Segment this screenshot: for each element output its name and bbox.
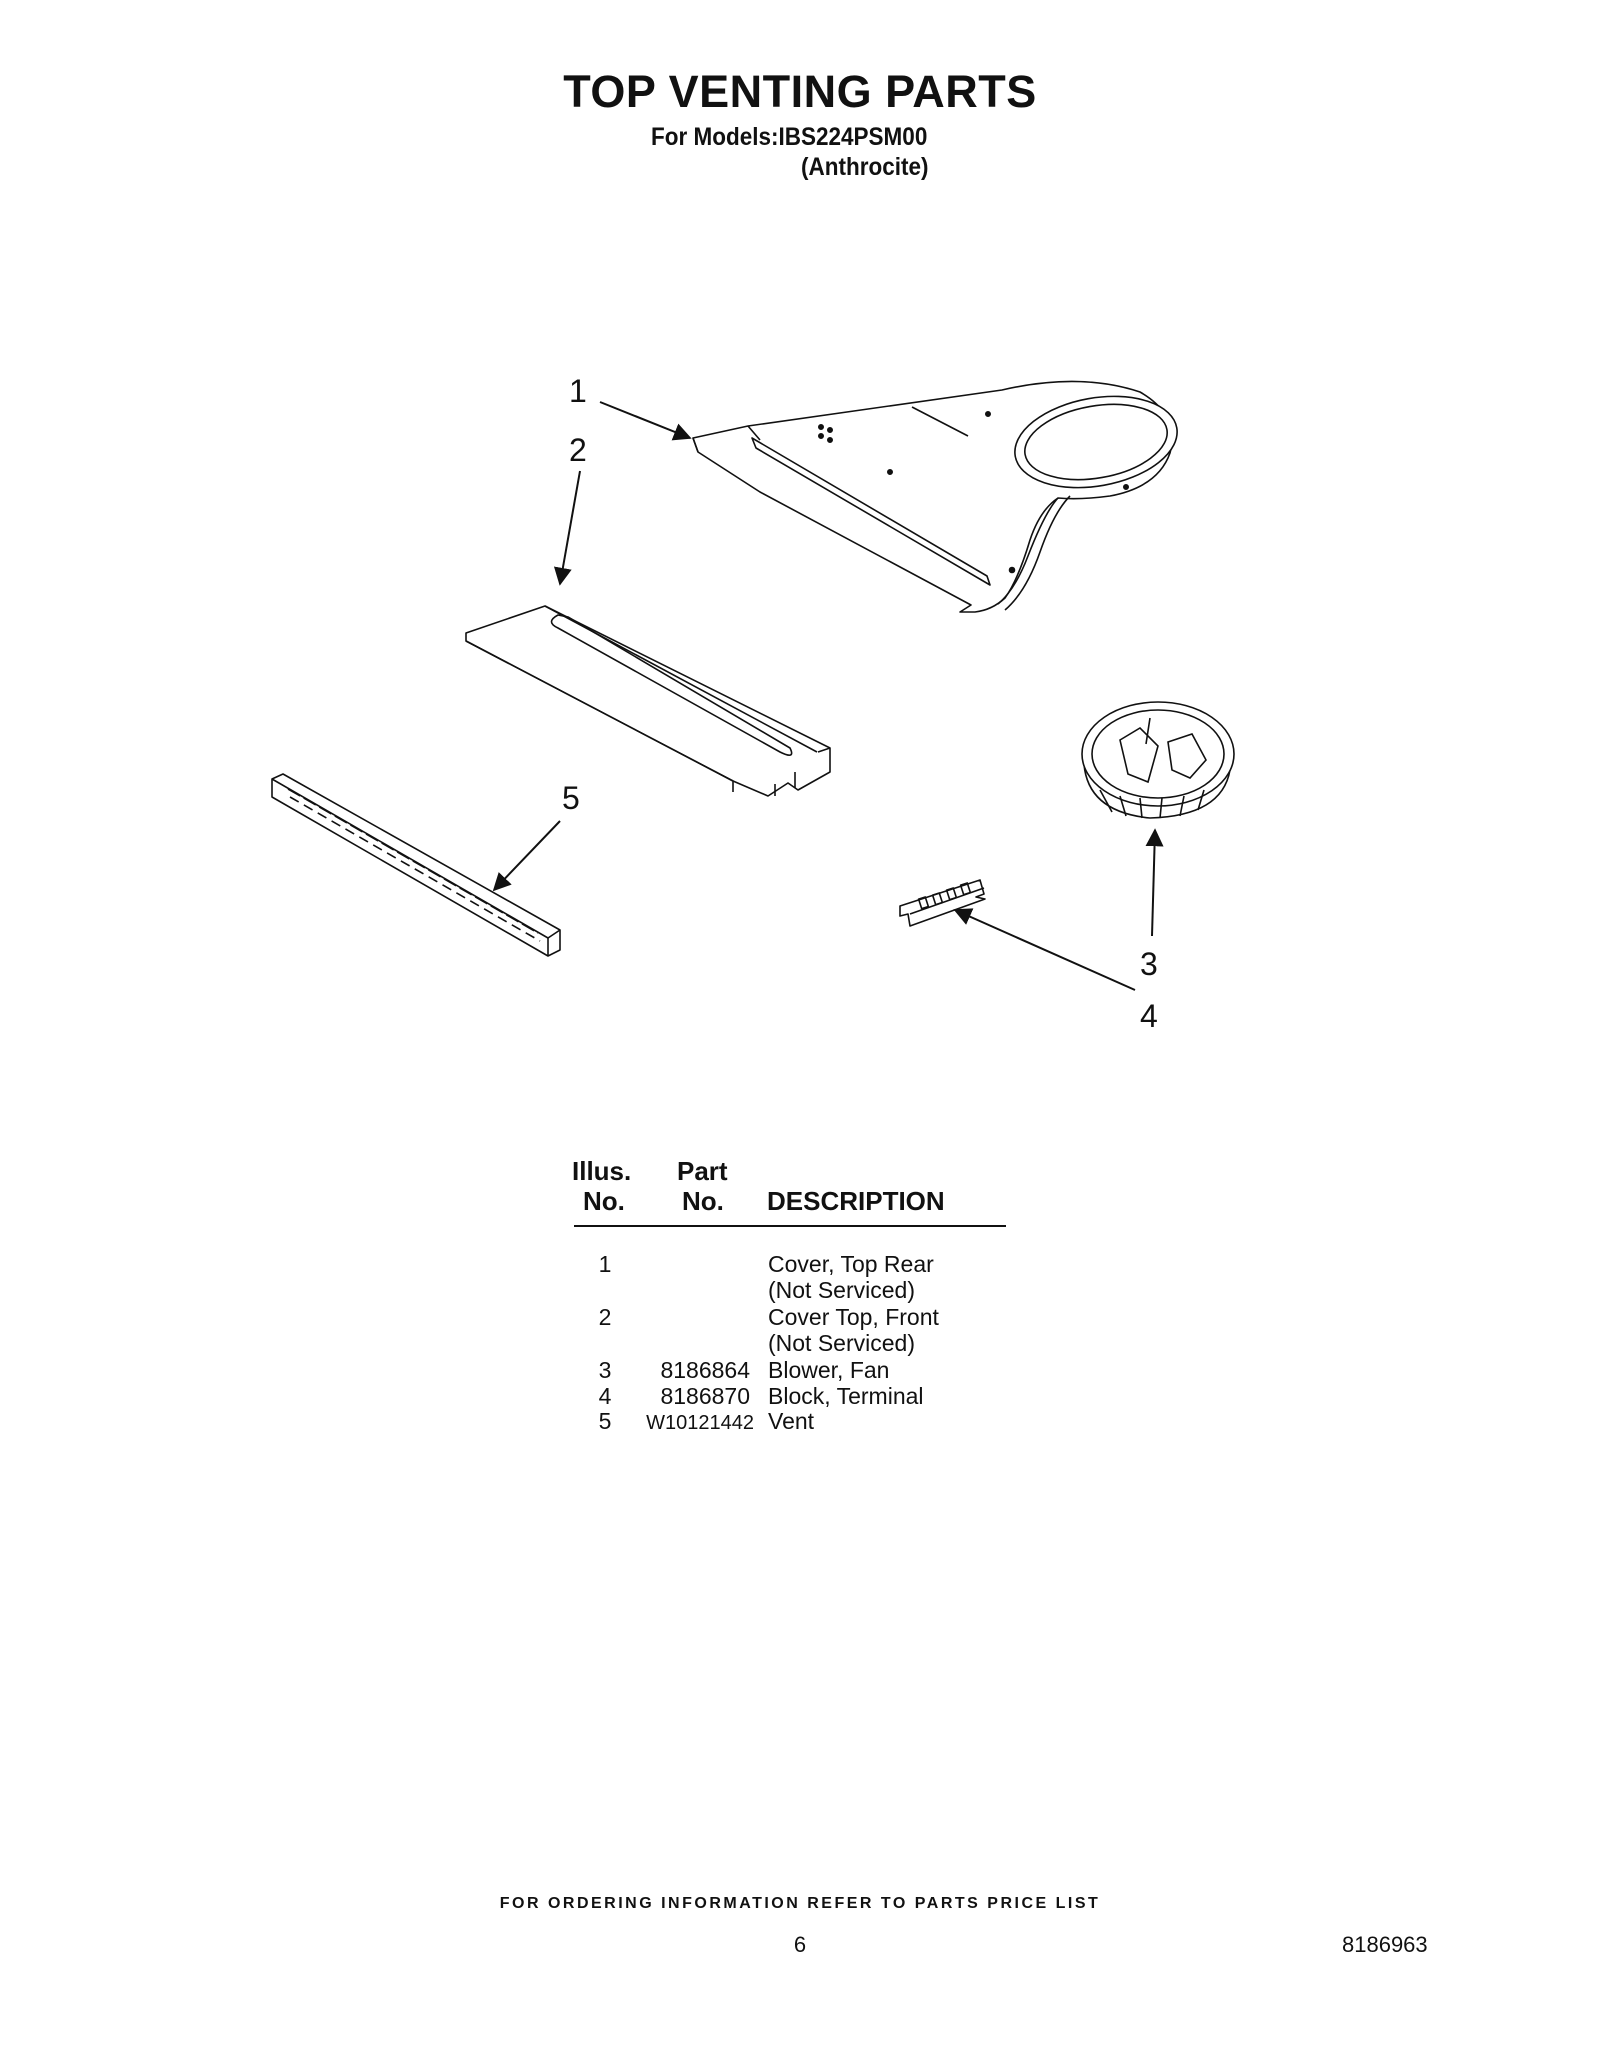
row-description: Vent (768, 1408, 815, 1434)
row-part-no: W10121442 (646, 1412, 754, 1434)
row-description: Cover Top, Front (768, 1304, 939, 1330)
row-illus-no: 2 (598, 1304, 612, 1330)
models-line: For Models:IBS224PSM00 (651, 123, 928, 151)
row-illus-no: 4 (598, 1383, 612, 1409)
part-top-rear-cover (693, 381, 1184, 612)
header-description: DESCRIPTION (767, 1186, 945, 1216)
document-number: 8186963 (1342, 1932, 1428, 1957)
row-description-note: (Not Serviced) (768, 1277, 915, 1303)
leader-1 (600, 402, 690, 438)
color-line: (Anthrocite) (801, 153, 929, 181)
header-part-line1: Part (677, 1156, 728, 1186)
callout-5: 5 (562, 780, 580, 816)
leader-5 (494, 821, 560, 890)
callout-1: 1 (569, 373, 587, 409)
ordering-note: FOR ORDERING INFORMATION REFER TO PARTS PRICE LIST (499, 1895, 1101, 1912)
row-illus-no: 1 (598, 1251, 612, 1277)
row-description: Block, Terminal (768, 1383, 924, 1409)
header-part-line2: No. (682, 1186, 724, 1216)
leader-2 (560, 471, 580, 584)
part-blower-fan (1082, 702, 1234, 818)
callout-3: 3 (1140, 946, 1158, 982)
row-description: Cover, Top Rear (768, 1251, 934, 1277)
header-illus-line1: Illus. (572, 1156, 632, 1186)
callout-2: 2 (569, 432, 587, 468)
row-part-no: 8186870 (660, 1383, 750, 1409)
leader-4 (955, 910, 1135, 990)
row-description-note: (Not Serviced) (768, 1330, 915, 1356)
header-rule (574, 1225, 1006, 1227)
row-part-no: 8186864 (660, 1357, 750, 1383)
row-illus-no: 3 (598, 1357, 612, 1383)
header-illus-line2: No. (583, 1186, 625, 1216)
row-description: Blower, Fan (768, 1357, 890, 1383)
row-illus-no: 5 (598, 1408, 612, 1434)
part-front-top-cover (466, 606, 830, 796)
page-number: 6 (793, 1932, 807, 1957)
leader-3 (1152, 830, 1155, 936)
callout-4: 4 (1140, 998, 1158, 1034)
page-title: TOP VENTING PARTS (563, 66, 1037, 117)
part-terminal-block (900, 880, 985, 926)
